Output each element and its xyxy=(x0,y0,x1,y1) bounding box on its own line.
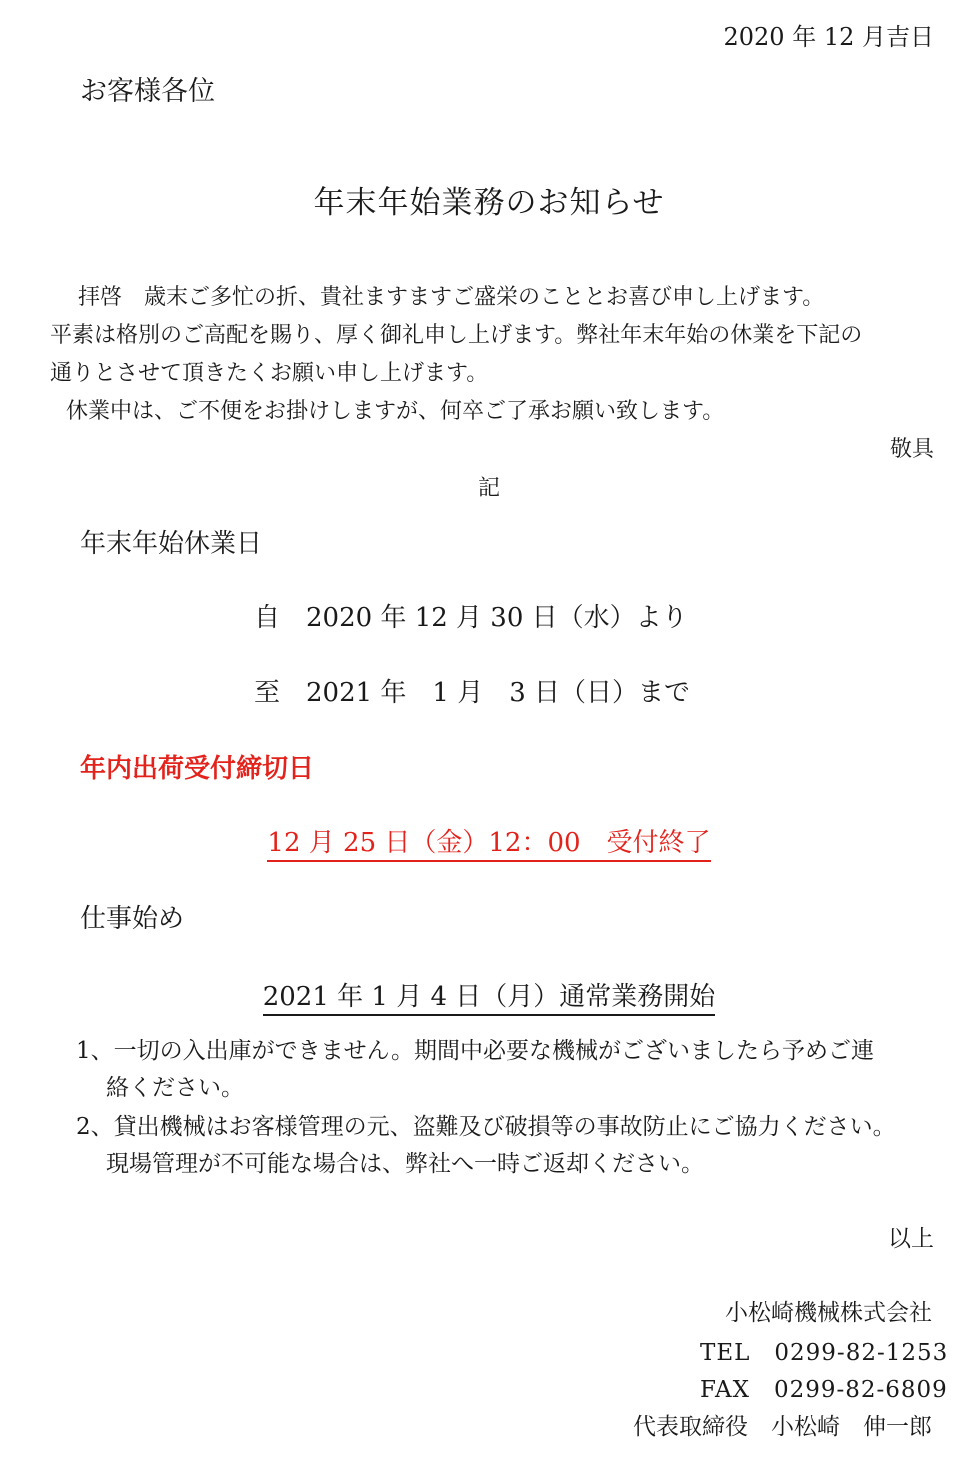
body-line-1: 拝啓 歳末ご多忙の折、貴社ますますご盛栄のこととお喜び申し上げます。 xyxy=(78,285,825,310)
deadline-value xyxy=(0,830,978,856)
work-start-value xyxy=(0,984,978,1010)
note-2-line-1: 2、貸出機械はお客様管理の元、盗難及び破損等の事故防止にご協力ください。 xyxy=(76,1114,896,1140)
work-start-heading: 仕事始め xyxy=(80,904,185,934)
company-tel: TEL 0299-82-1253 xyxy=(700,1340,949,1366)
ki-marker: 記 xyxy=(477,476,500,501)
work-start-value-text: 2021 年 1 月 4 日（月）通常業務開始 xyxy=(263,982,716,1016)
issue-date: 2020 年 12 月吉日 xyxy=(723,23,934,51)
body-line-4: 休業中は、ご不便をお掛けしますが、何卒ご了承お願い致します。 xyxy=(66,399,725,424)
addressee: お客様各位 xyxy=(80,76,215,107)
document-title: 年末年始業務のお知らせ xyxy=(313,185,665,221)
representative: 代表取締役 小松崎 伸一郎 xyxy=(633,1414,932,1440)
body-line-3: 通りとさせて頂きたくお願い申し上げます。 xyxy=(50,361,489,386)
note-2-line-2: 現場管理が不可能な場合は、弊社へ一時ご返却ください。 xyxy=(106,1151,704,1177)
note-1-line-2: 絡ください。 xyxy=(106,1075,244,1101)
holiday-heading: 年末年始休業日 xyxy=(80,529,263,559)
closing-ijou: 以上 xyxy=(888,1226,934,1252)
closing-keigu: 敬具 xyxy=(889,437,934,462)
deadline-value-text: 12 月 25 日（金）12：00 受付終了 xyxy=(267,828,710,862)
company-name: 小松崎機械株式会社 xyxy=(725,1300,932,1326)
holiday-from: 自 2020 年 12 月 30 日（水）より xyxy=(254,603,688,633)
company-fax: FAX 0299-82-6809 xyxy=(700,1377,948,1403)
note-1-line-1: 1、一切の入出庫ができません。期間中必要な機械がございましたら予めご連 xyxy=(76,1038,875,1064)
deadline-heading: 年内出荷受付締切日 xyxy=(80,754,315,784)
holiday-to: 至 2021 年 1 月 3 日（日）まで xyxy=(254,678,691,708)
body-line-2: 平素は格別のご高配を賜り、厚く御礼申し上げます。弊社年末年始の休業を下記の xyxy=(50,323,863,348)
